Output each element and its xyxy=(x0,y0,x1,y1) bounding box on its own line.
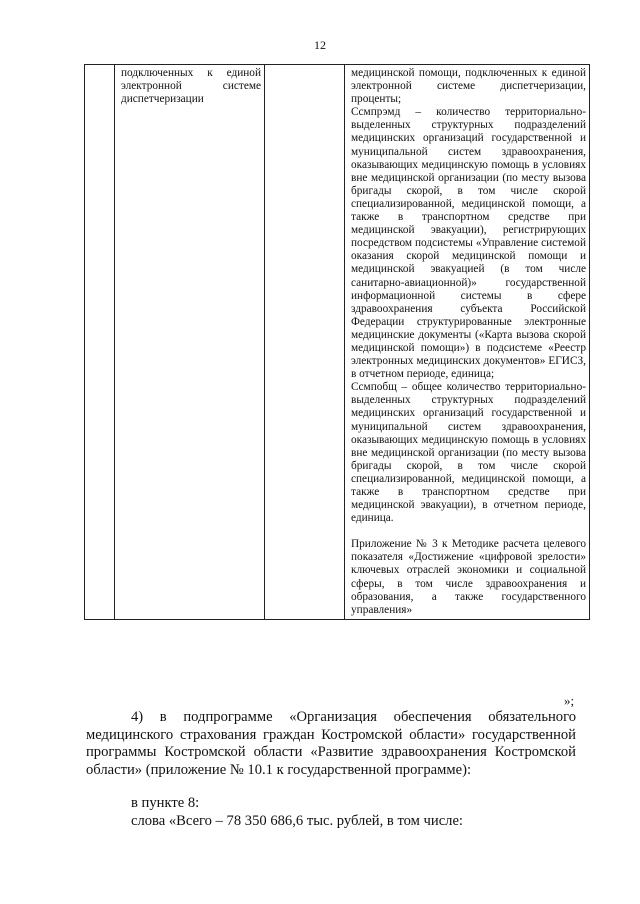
table-cell-unit xyxy=(265,65,345,620)
paragraph-point-8: в пункте 8: xyxy=(131,795,200,811)
table-cell-number xyxy=(85,65,115,620)
indicator-name: подключенных к единой электронной системе диспетчеризации xyxy=(121,67,261,106)
table-row xyxy=(85,65,590,620)
table-cell-method xyxy=(345,65,590,620)
method-paragraph: медицинской помощи, подключенных к единой электронной системе диспетчеризации, проценты; xyxy=(351,67,586,106)
method-paragraph: Сcмпобщ – общее количество территориально-выделенных структурных подразделений медицинских организаций государственной и муниципальной систем здравоохранения, оказывающих медицинскую помощь в условиях вне медицинской организации (по месту вызова бригады скорой, в том числе скорой специализированной, медицинской помощи, а также в транспортном средстве при медицинской эвакуации), в отчетном периоде, единица. xyxy=(351,381,586,525)
paragraph-words: слова «Всего – 78 350 686,6 тыс. рублей, в том числе: xyxy=(131,813,463,829)
page-number: 12 xyxy=(314,38,326,52)
table-cell-indicator xyxy=(115,65,265,620)
method-paragraph: Сcмпрэмд – количество территориально-выделенных структурных подразделений медицинских организаций государственной и муниципальной систем здравоохранения, оказывающих медицинскую помощь в условиях вне медицинской организации (по месту вызова бригады скорой, в том числе скорой специализированной, медицинской помощи, а также в транспортном средстве при медицинской эвакуации), регистрирующих посредством подсистемы «Управление системой оказания скорой медицинской помощи и медицинской эвакуацией (в том числе санитарно-авиационной)» государственной информационной системы в сфере здравоохранения субъекта Российской Федерации структурированные электронные медицинские документы («Карта вызова скорой медицинской помощи») в подсистеме «Реестр электронных медицинских документов» ЕГИСЗ, в отчетном периоде, единица; xyxy=(351,106,586,381)
indicator-table xyxy=(84,64,590,620)
paragraph-item-4: 4) в подпрограмме «Организация обеспечения обязательного медицинского страхования граждан Костромской области» государственной программы Костромской области «Развитие здравоохранения Костромской области» (приложение № 10.1 к государственной программе): xyxy=(86,709,576,778)
appendix-note: Приложение № 3 к Методике расчета целевого показателя «Достижение «цифровой зрелости» ключевых отраслей экономики и социальной сферы, в том числе здравоохранения и образования, а также государственного управления» xyxy=(351,538,586,616)
closing-quote-mark: »; xyxy=(564,693,575,708)
method-text xyxy=(345,65,589,619)
